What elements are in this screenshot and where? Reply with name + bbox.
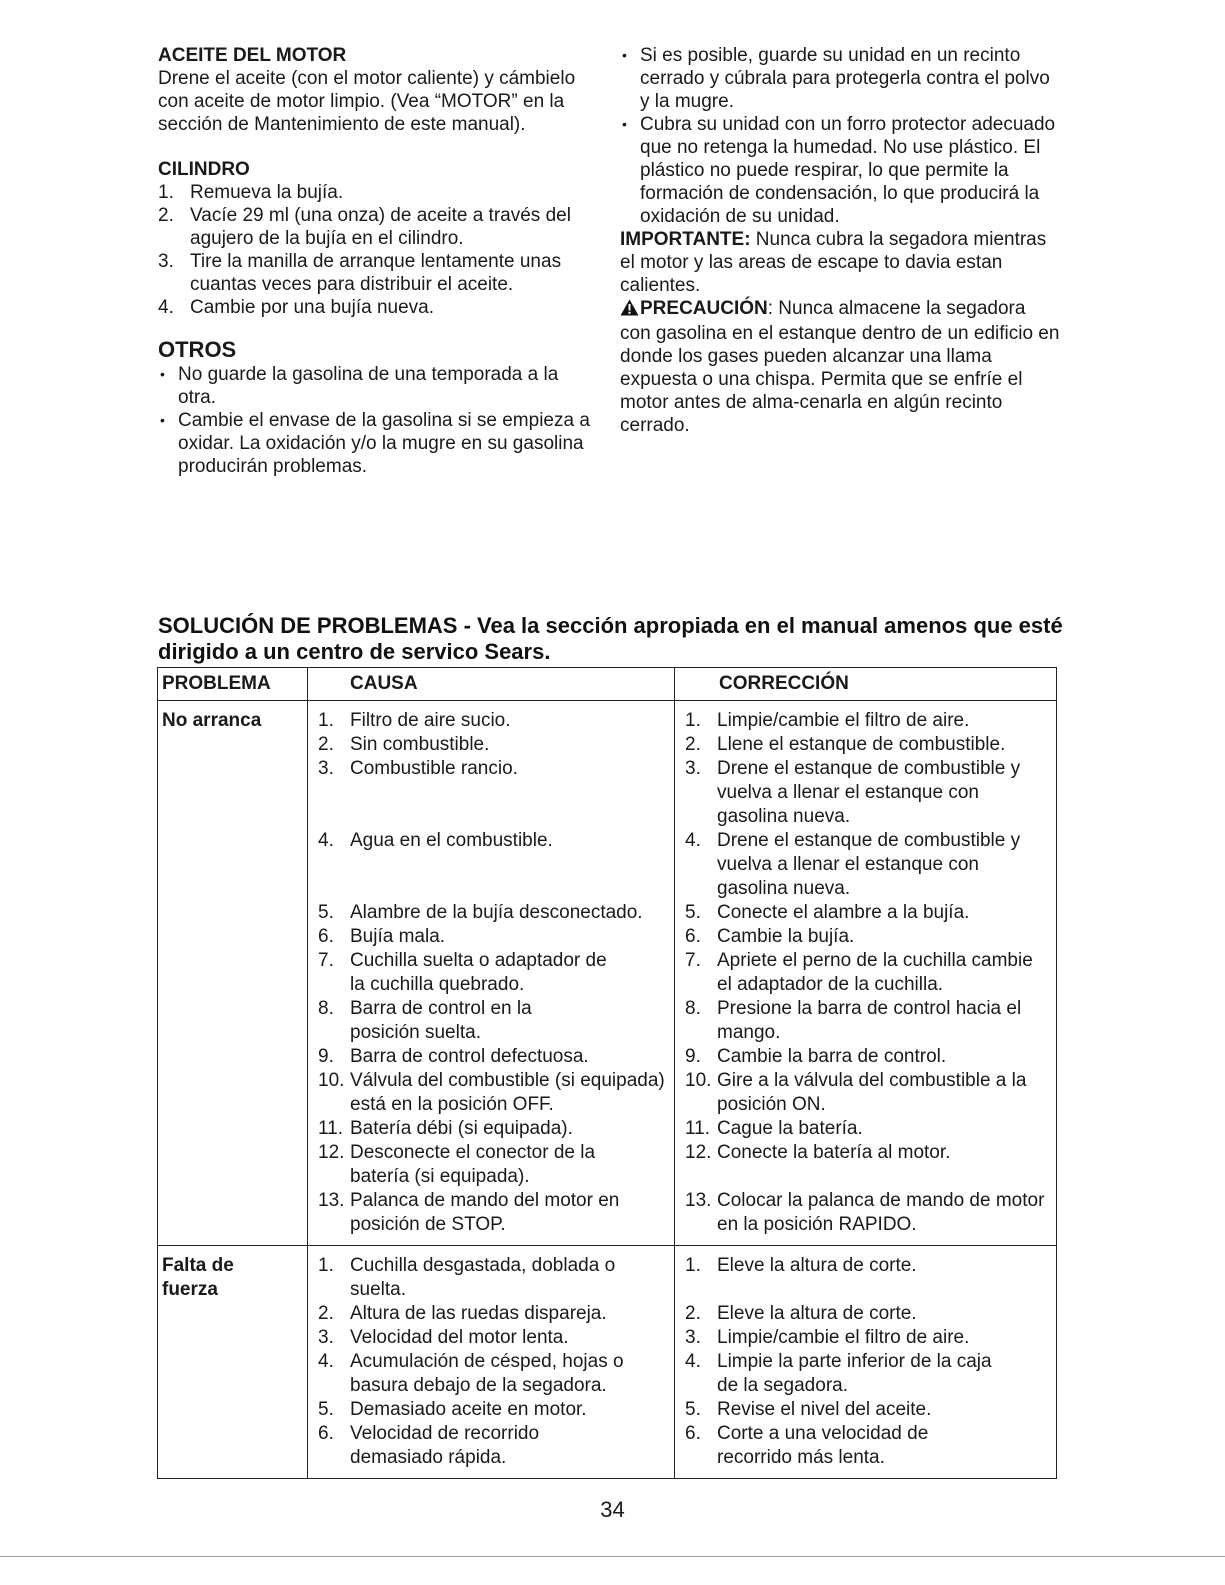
cause-item: 3. Combustible rancio. [318, 758, 518, 779]
list-item: • Cambie el envase de la gasolina si se empieza a oxidar. La oxidación y/o la mugre en su gasolina producirán problemas. [158, 409, 598, 478]
cause-item: 3. Velocidad del motor lenta. [318, 1327, 569, 1348]
cause-item: 2. Sin combustible. [318, 734, 490, 755]
correction-item: 10. Gire a la válvula del combustible a la posición ON. [685, 1070, 1027, 1115]
list-item [158, 296, 598, 319]
cilindro-list [158, 181, 598, 319]
otros-list [158, 363, 598, 478]
item-text: Remueva la bujía. [190, 182, 344, 203]
precaucion-label: PRECAUCIÓN [640, 298, 768, 319]
cause-item: 5. Alambre de la bujía desconectado. [318, 902, 643, 923]
correction-item: 5. Revise el nivel del aceite. [685, 1399, 932, 1420]
correction-cell [675, 1246, 1055, 1478]
table-row [158, 1245, 1056, 1478]
cause-item: 5. Demasiado aceite en motor. [318, 1399, 587, 1420]
cause-item: 4. Acumulación de césped, hojas o basura debajo de la segadora. [318, 1351, 624, 1396]
correction-item: 3. Drene el estanque de combustible y vuelva a llenar el estanque con gasolina nueva. [685, 758, 1021, 827]
item-number: 2. [158, 205, 174, 226]
cause-item: 12. Desconecte el conector de la batería (si equipada). [318, 1142, 596, 1187]
precaucion-note [620, 297, 1060, 437]
list-item: • No guarde la gasolina de una temporada a la otra. [158, 363, 598, 409]
troubleshooting-table [157, 667, 1057, 1479]
list-item: • Cubra su unidad con un forro protector adecuado que no retenga la humedad. No use plástico. El plástico no puede respirar, lo que permite la formación de condensación, lo que producirá la oxidación de su unidad. [620, 113, 1060, 228]
list-item [158, 181, 598, 204]
correction-item: 3. Limpie/cambie el filtro de aire. [685, 1327, 970, 1348]
correction-item: 2. Llene el estanque de combustible. [685, 734, 1006, 755]
header-causa: CAUSA [308, 668, 675, 700]
importante-text: Nunca cubra la segadora mientras el motor y las areas de escape to davia estan calientes. [620, 229, 1047, 296]
aceite-title: ACEITE DEL MOTOR [158, 45, 347, 66]
correction-item: 4. Drene el estanque de combustible y vuelva a llenar el estanque con gasolina nueva. [685, 830, 1021, 899]
cilindro-title: CILINDRO [158, 159, 250, 180]
item-text: Cambie por una bujía nueva. [190, 297, 434, 318]
table-row [158, 701, 1056, 1245]
problem-text: No arranca [162, 710, 262, 731]
correction-item: 7. Apriete el perno de la cuchilla cambie el adaptador de la cuchilla. [685, 950, 1033, 995]
item-number: 1. [158, 182, 174, 203]
correction-item: 6. Corte a una velocidad de recorrido más lenta. [685, 1423, 929, 1468]
correction-item: 9. Cambie la barra de control. [685, 1046, 947, 1067]
list-item [158, 204, 598, 250]
correction-item: 13. Colocar la palanca de mando de motor en la posición RAPIDO. [685, 1190, 1045, 1235]
right-column [620, 44, 1060, 437]
importante-label: IMPORTANTE: [620, 229, 751, 250]
page-number: 34 [600, 1497, 625, 1522]
cause-item: 11. Batería débi (si equipada). [318, 1118, 573, 1139]
correction-item: 12. Conecte la batería al motor. [685, 1142, 951, 1163]
correction-item: 1. Eleve la altura de corte. [685, 1255, 917, 1276]
cause-item: 10. Válvula del combustible (si equipada) está en la posición OFF. [318, 1070, 665, 1115]
header-problema: PROBLEMA [158, 668, 308, 700]
item-number: 4. [158, 297, 174, 318]
table-header [158, 668, 1056, 701]
cause-item: 4. Agua en el combustible. [318, 830, 553, 851]
cause-cell [308, 701, 675, 1245]
cause-item: 6. Bujía mala. [318, 926, 446, 947]
cause-item: 1. Filtro de aire sucio. [318, 710, 511, 731]
problem-text: fuerza [162, 1279, 218, 1300]
troubleshooting-heading: SOLUCIÓN DE PROBLEMAS - Vea la sección apropiada en el manual amenos que esté dirigido a un centro de servico Sears. [158, 613, 1063, 664]
warning-triangle-icon [620, 299, 639, 322]
cause-item: 1. Cuchilla desgastada, doblada o suelta. [318, 1255, 616, 1300]
correction-item: 6. Cambie la bujía. [685, 926, 855, 947]
header-correccion: CORRECCIÓN [719, 673, 849, 694]
cause-item: 13. Palanca de mando del motor en posición de STOP. [318, 1190, 620, 1235]
correction-item: 11. Cague la batería. [685, 1118, 863, 1139]
bottom-divider [0, 1556, 1225, 1557]
problem-cell [158, 1246, 308, 1478]
left-column [158, 44, 598, 478]
problem-cell [158, 701, 308, 1245]
item-text: Vacíe 29 ml (una onza) de aceite a través del agujero de la bujía en el cilindro. [190, 205, 571, 249]
cause-item: 9. Barra de control defectuosa. [318, 1046, 589, 1067]
storage-bullets [620, 44, 1060, 228]
correction-item: 4. Limpie la parte inferior de la caja de la segadora. [685, 1351, 992, 1396]
list-item: • Si es posible, guarde su unidad en un recinto cerrado y cúbrala para protegerla contra el polvo y la mugre. [620, 44, 1060, 113]
cause-cell [308, 1246, 675, 1478]
item-number: 3. [158, 251, 174, 272]
correction-item: 1. Limpie/cambie el filtro de aire. [685, 710, 970, 731]
correction-item: 5. Conecte el alambre a la bujía. [685, 902, 970, 923]
aceite-text: Drene el aceite (con el motor caliente) y cámbielo con aceite de motor limpio. (Vea “MOTOR” en la sección de Mantenimiento de este manual). [158, 68, 576, 135]
cause-item: 8. Barra de control en la posición suelta. [318, 998, 532, 1043]
importante-note [620, 228, 1060, 297]
precaucion-text: : Nunca almacene la segadora con gasolina en el estanque dentro de un edificio en donde los gases pueden alcanzar una llama expuesta o una chispa. Permita que se enfríe el motor antes de alma-cenarla en algún recinto cerrado. [620, 298, 1060, 436]
cause-item: 2. Altura de las ruedas dispareja. [318, 1303, 607, 1324]
list-item [158, 250, 598, 296]
cause-item: 7. Cuchilla suelta o adaptador de la cuchilla quebrado. [318, 950, 607, 995]
correction-item: 2. Eleve la altura de corte. [685, 1303, 917, 1324]
correction-item: 8. Presione la barra de control hacia el mango. [685, 998, 1022, 1043]
problem-text: Falta de [162, 1255, 234, 1276]
item-text: Tire la manilla de arranque lentamente unas cuantas veces para distribuir el aceite. [190, 251, 562, 295]
correction-cell [675, 701, 1055, 1245]
otros-title: OTROS [158, 337, 237, 362]
cause-item: 6. Velocidad de recorrido demasiado rápida. [318, 1423, 540, 1468]
